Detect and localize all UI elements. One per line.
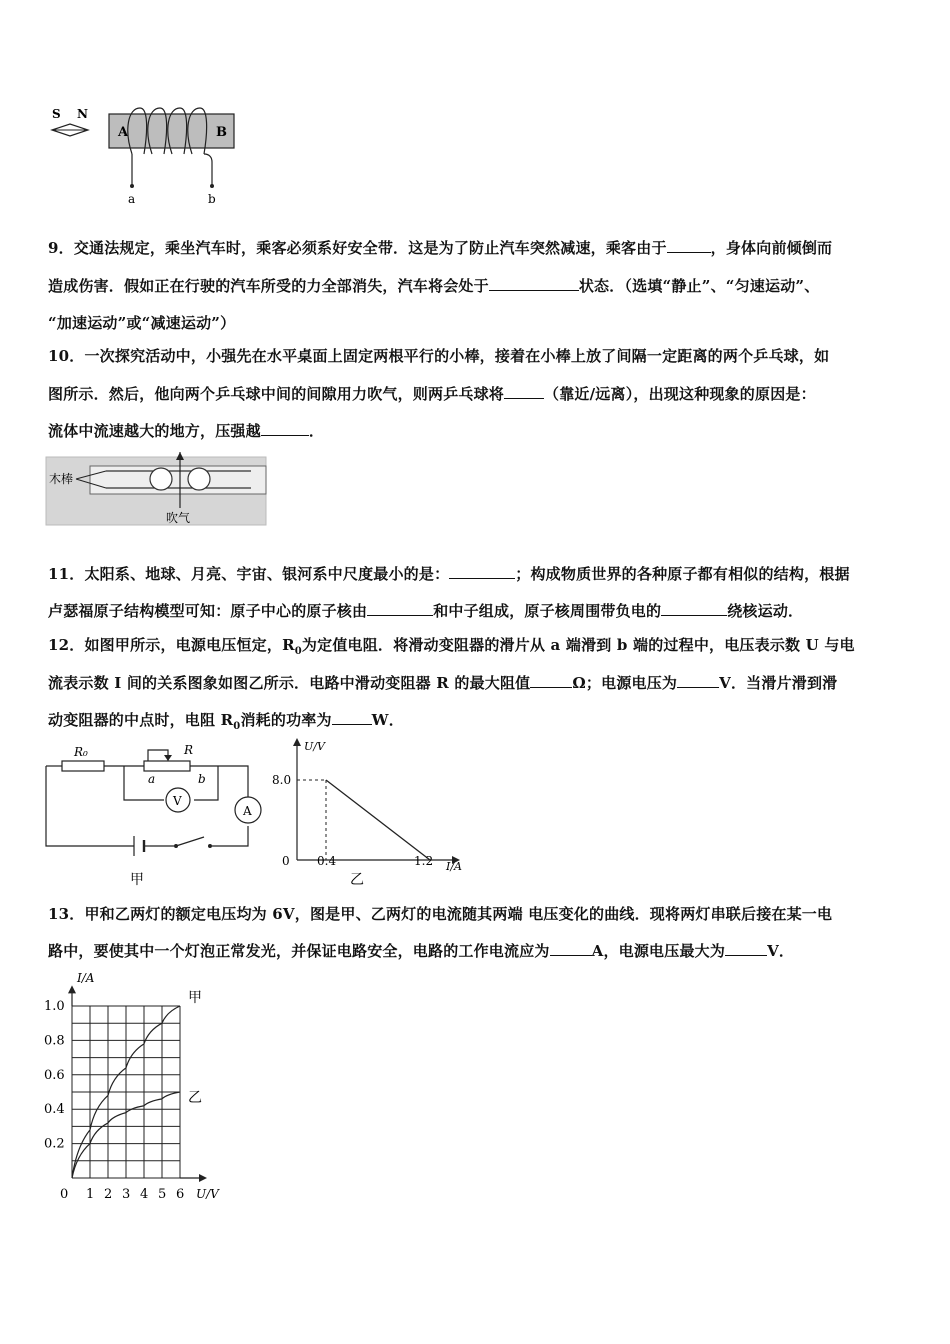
- q9-line-3: “加速运动”或“减速运动”）: [48, 314, 236, 332]
- circuit-diagram: [44, 742, 274, 890]
- y-tick-8: 8.0: [272, 773, 292, 787]
- q12-line-3: 动变阻器的中点时，电阻 $R_0$消耗的功率为 W．: [48, 711, 404, 732]
- origin-label: 0: [282, 854, 290, 868]
- y-tick-label: 0.2: [44, 1136, 65, 1152]
- label-a: a: [148, 772, 156, 786]
- x-axis-arrow: [199, 1174, 207, 1182]
- terminal-b: b: [208, 192, 216, 206]
- q11-line-2: 卢瑟福原子结构模型可知：原子中心的原子核由 和中子组成，原子核周围带负电的 绕核运动．: [48, 602, 804, 620]
- answer-blank[interactable]: [550, 941, 592, 956]
- answer-blank[interactable]: [449, 564, 515, 579]
- resistor-r0: [62, 761, 104, 771]
- ammeter-label: A: [243, 804, 252, 818]
- q10-line-1: 10．一次探究活动中，小强先在水平桌面上固定两根平行的小棒，接着在小棒上放了间隔一定距离的两个乒乓球，如: [48, 347, 830, 365]
- y-tick-label: 0.4: [44, 1102, 65, 1118]
- q9-line-2: 造成伤害．假如正在行驶的汽车所受的力全部消失，汽车将会处于 状态．（选填“静止”、“匀速运动”、: [48, 277, 820, 295]
- u-i-line: [326, 780, 430, 860]
- y-tick-label: 0.6: [44, 1067, 65, 1083]
- q13-line-2: 路中，要使其中一个灯泡正常发光，并保证电路安全，电路的工作电流应为 A，电源电压最大为 V．: [48, 942, 795, 960]
- answer-blank[interactable]: [332, 710, 372, 725]
- x-axis-label: I/A: [446, 860, 462, 873]
- q13-line-1: 13．甲和乙两灯的额定电压均为 6V，图是甲、乙两灯的电流随其两端 电压变化的曲线．现将两灯串联后接在某一电: [48, 905, 833, 923]
- x-tick-label: 0: [60, 1187, 69, 1202]
- q12-line-1: 12．如图甲所示，电源电压恒定，$R_0$为定值电阻．将滑动变阻器的滑片从 a 端滑到 b 端的过程中，电压表示数 U 与电: [48, 636, 855, 657]
- label-b: b: [198, 772, 206, 786]
- y-tick-label: 1.0: [44, 999, 65, 1014]
- x-tick-label: 6: [176, 1187, 185, 1202]
- caption-jia: 甲: [130, 872, 144, 888]
- label-s: S: [52, 107, 61, 121]
- core-end-b: B: [216, 125, 227, 140]
- label-r: R: [184, 743, 194, 757]
- label-n: N: [77, 107, 88, 121]
- answer-blank[interactable]: [677, 673, 719, 688]
- answer-blank[interactable]: [367, 601, 433, 616]
- x-tick-label: 2: [104, 1187, 113, 1202]
- y-tick-label: 0.8: [44, 1033, 65, 1049]
- rheostat-r: [144, 761, 190, 771]
- answer-blank[interactable]: [504, 384, 544, 399]
- label-blow: 吹气: [166, 511, 191, 525]
- x-tick-label: 5: [158, 1187, 167, 1202]
- answer-blank[interactable]: [530, 673, 572, 688]
- chart-y-label: I/A: [77, 971, 95, 985]
- answer-blank[interactable]: [667, 238, 711, 253]
- pingpong-figure: [46, 452, 268, 527]
- q10-line-2: 图所示．然后，他向两个乒乓球中间的间隙用力吹气，则两乒乓球将 （靠近/远离），出现这种现象的原因是：: [48, 385, 816, 403]
- switch: [176, 837, 204, 846]
- q11-line-1: 11．太阳系、地球、月亮、宇宙、银河系中尺度最小的是： ；构成物质世界的各种原子都有相似的结构，根据: [48, 565, 850, 583]
- x-tick-label: 4: [140, 1187, 149, 1202]
- solenoid-figure: [44, 100, 244, 210]
- x-tick-0-4: 0.4: [317, 854, 337, 868]
- y-axis-label: U/V: [304, 740, 325, 753]
- answer-blank[interactable]: [261, 421, 309, 436]
- series-label-jia: 甲: [188, 990, 202, 1006]
- terminal-a: a: [128, 192, 136, 206]
- core-end-a: A: [118, 125, 129, 140]
- x-tick-label: 1: [86, 1187, 95, 1202]
- y-axis-arrow: [68, 985, 76, 993]
- answer-blank[interactable]: [489, 276, 579, 291]
- x-tick-label: 3: [122, 1187, 131, 1202]
- q12-line-2: 流表示数 I 间的关系图象如图乙所示．电路中滑动变阻器 R 的最大阻值 Ω；电源电压为 V．当滑片滑到滑: [48, 674, 838, 692]
- pingpong-ball-left: [150, 468, 172, 490]
- label-stick: 木棒: [49, 472, 74, 486]
- label-r0: R₀: [74, 745, 88, 759]
- chart-x-label: U/V: [196, 1187, 219, 1201]
- q9-line-1: 9．交通法规定，乘坐汽车时，乘客必须系好安全带．这是为了防止汽车突然减速，乘客由于 ，身体向前倾倒而: [48, 239, 833, 257]
- slider-arrow: [164, 755, 172, 761]
- x-tick-1-2: 1.2: [414, 854, 434, 868]
- iv-chart: [30, 968, 260, 1208]
- pingpong-ball-right: [188, 468, 210, 490]
- uv-graph: [272, 738, 480, 888]
- answer-blank[interactable]: [725, 941, 767, 956]
- series-label-yi: 乙: [188, 1090, 202, 1106]
- answer-blank[interactable]: [661, 601, 727, 616]
- q10-line-3: 流体中流速越大的地方，压强越 ．: [48, 422, 325, 440]
- caption-yi: 乙: [350, 872, 364, 888]
- voltmeter-label: V: [173, 794, 182, 808]
